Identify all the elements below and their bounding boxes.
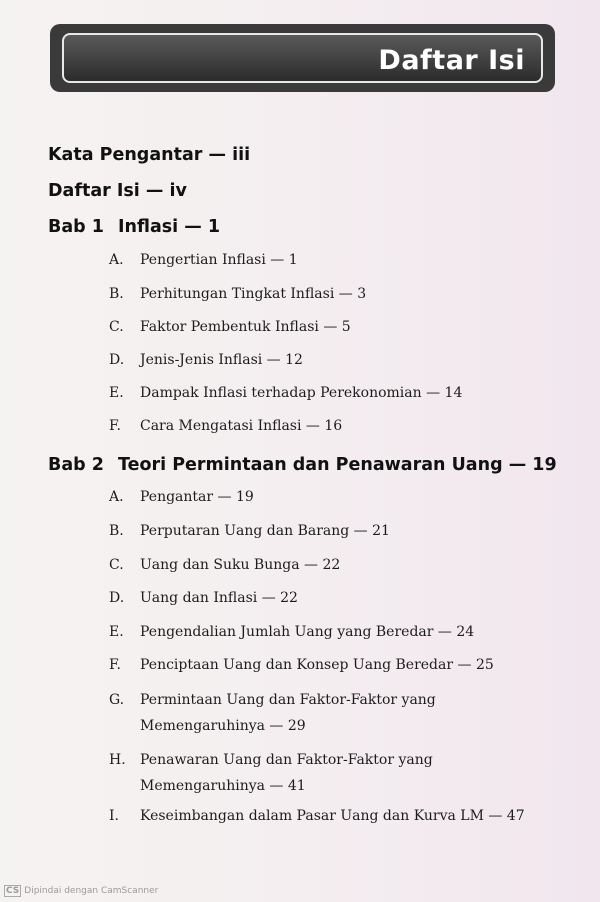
bab1-number: Bab 1 xyxy=(48,217,104,237)
watermark-text: Dipindai dengan CamScanner xyxy=(24,886,159,896)
title-banner xyxy=(50,24,555,92)
bab2-number: Bab 2 xyxy=(48,455,104,475)
toc-bab2-heading xyxy=(48,455,557,475)
title-banner-frame xyxy=(62,33,543,83)
bab1-title: Inflasi — 1 xyxy=(118,217,221,237)
camscanner-logo-icon: CS xyxy=(6,886,20,896)
toc-daftar-isi: Daftar Isi — iv xyxy=(48,181,187,201)
page-title: Daftar Isi xyxy=(378,45,525,76)
toc-kata-pengantar: Kata Pengantar — iii xyxy=(48,145,251,165)
toc-bab1-heading xyxy=(48,217,220,237)
bab2-title: Teori Permintaan dan Penawaran Uang — 19 xyxy=(118,455,557,475)
scanner-watermark xyxy=(4,886,158,896)
